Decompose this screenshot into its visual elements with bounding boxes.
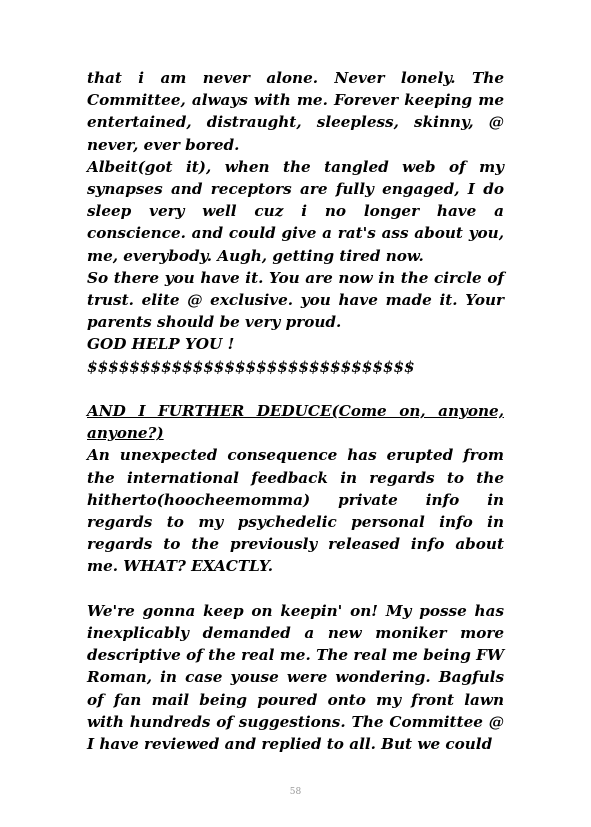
- paragraph-never-alone: that i am never alone. Never lonely. The Committee, always with me. Forever keeping me entertained, distraught, sleepless, skinny, @ never, ever bored.: [87, 69, 504, 154]
- page-number: 58: [289, 787, 302, 797]
- paragraph-albeit: Albeit(got it), when the tangled web of my synapses and receptors are fully engaged, I do sleep very well cuz i no longer have a conscience. and could give a rat's ass about you, me, everybody. Augh, getting tired now.: [87, 157, 504, 265]
- paragraph-circle-of-trust: So there you have it. You are now in the circle of trust. elite @ exclusive. you have made it. Your parents should be very proud.: [87, 268, 504, 332]
- paragraph-dollar-signs: $$$$$$$$$$$$$$$$$$$$$$$$$$$$$$$: [87, 357, 415, 376]
- paragraph-keep-on-keepin: We're gonna keep on keepin' on! My posse has inexplicably demanded a new moniker more descriptive of the real me. The real me being FW Roman, in case youse were wondering. Bagfuls of fan mail being poured onto my front lawn with hundreds of suggestions. The Committee @ I have reviewed and replied to all. But we could: [87, 601, 504, 754]
- paragraph-spacer: [87, 578, 504, 600]
- body-text: [87, 67, 504, 755]
- paragraph-spacer: [87, 378, 504, 400]
- paragraph-unexpected-consequence: An unexpected consequence has erupted from the international feedback in regards to the hitherto(hoocheemomma) private info in regards to my psychedelic personal info in regards to the previously released info about me. WHAT? EXACTLY.: [87, 446, 504, 576]
- section-heading: AND I FURTHER DEDUCE(Come on, anyone, anyone?): [87, 402, 504, 443]
- paragraph-god-help-you: GOD HELP YOU !: [87, 335, 235, 354]
